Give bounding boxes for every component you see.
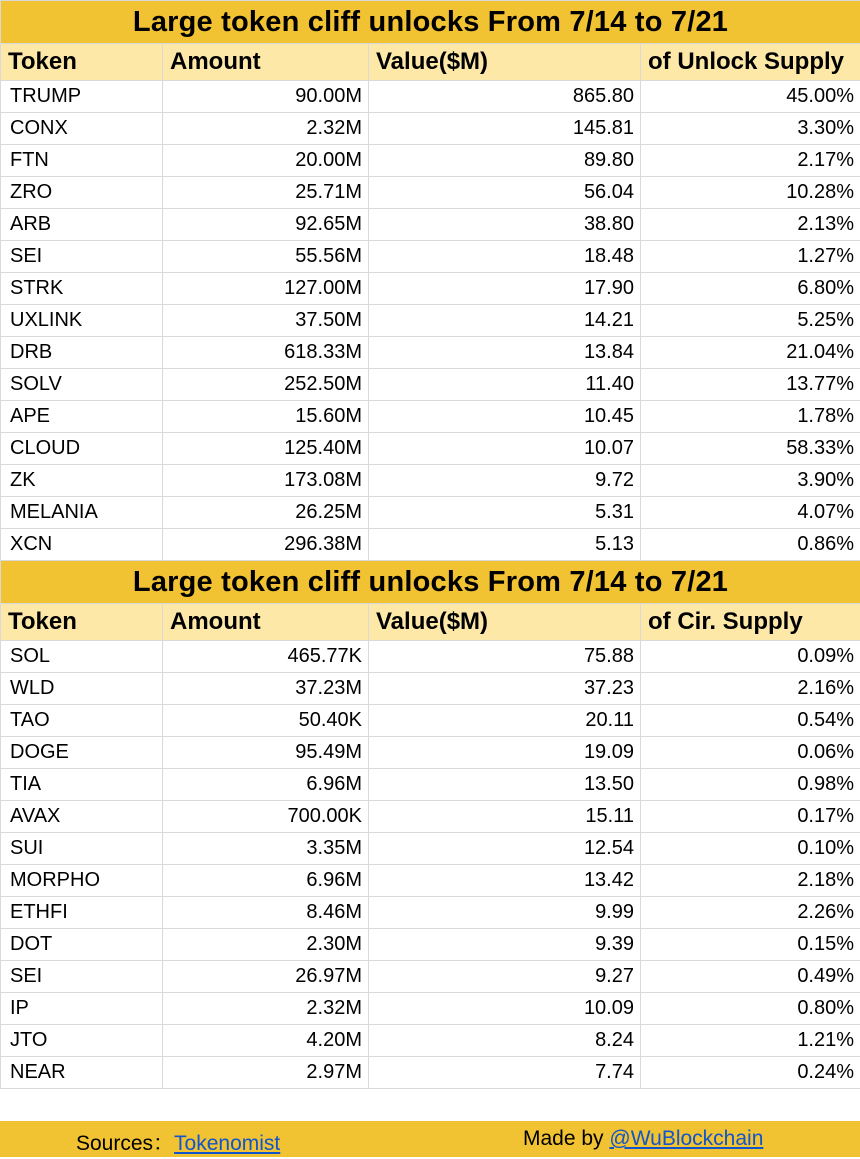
amount-cell: 700.00K (163, 801, 369, 833)
value-cell: 11.40 (369, 369, 641, 401)
supply-cell: 0.24% (641, 1057, 860, 1089)
token-cell: ZK (1, 465, 163, 497)
supply-cell: 6.80% (641, 273, 860, 305)
header-supply: of Unlock Supply (641, 44, 860, 81)
supply-cell: 0.06% (641, 737, 860, 769)
header-amount: Amount (163, 44, 369, 81)
amount-cell: 2.32M (163, 993, 369, 1025)
table-row (1, 145, 860, 177)
header-value: Value($M) (369, 44, 641, 81)
made-by-label: Made by (523, 1127, 610, 1150)
value-cell: 10.45 (369, 401, 641, 433)
amount-cell: 26.25M (163, 497, 369, 529)
value-cell: 56.04 (369, 177, 641, 209)
value-cell: 5.31 (369, 497, 641, 529)
header-amount: Amount (163, 604, 369, 641)
sources-credit (76, 1127, 280, 1157)
table-title: Large token cliff unlocks From 7/14 to 7/21 (1, 1, 860, 44)
token-cell: ARB (1, 209, 163, 241)
value-cell: 13.42 (369, 865, 641, 897)
value-cell: 9.72 (369, 465, 641, 497)
token-cell: SUI (1, 833, 163, 865)
header-supply: of Cir. Supply (641, 604, 860, 641)
table-row (1, 929, 860, 961)
table-row (1, 641, 860, 673)
table-row (1, 1057, 860, 1089)
amount-cell: 618.33M (163, 337, 369, 369)
amount-cell: 127.00M (163, 273, 369, 305)
table-row (1, 273, 860, 305)
value-cell: 9.99 (369, 897, 641, 929)
value-cell: 10.09 (369, 993, 641, 1025)
amount-cell: 37.23M (163, 673, 369, 705)
value-cell: 8.24 (369, 1025, 641, 1057)
token-cell: AVAX (1, 801, 163, 833)
value-cell: 13.50 (369, 769, 641, 801)
table-row (1, 865, 860, 897)
supply-cell: 2.13% (641, 209, 860, 241)
token-cell: STRK (1, 273, 163, 305)
value-cell: 89.80 (369, 145, 641, 177)
value-cell: 14.21 (369, 305, 641, 337)
amount-cell: 173.08M (163, 465, 369, 497)
amount-cell: 37.50M (163, 305, 369, 337)
table-row (1, 705, 860, 737)
amount-cell: 50.40K (163, 705, 369, 737)
token-cell: TIA (1, 769, 163, 801)
table-row (1, 433, 860, 465)
table-row (1, 737, 860, 769)
supply-cell: 0.49% (641, 961, 860, 993)
amount-cell: 2.97M (163, 1057, 369, 1089)
supply-cell: 0.98% (641, 769, 860, 801)
token-cell: DOGE (1, 737, 163, 769)
supply-cell: 0.54% (641, 705, 860, 737)
amount-cell: 3.35M (163, 833, 369, 865)
table-row (1, 465, 860, 497)
value-cell: 19.09 (369, 737, 641, 769)
table-row (1, 529, 860, 561)
value-cell: 13.84 (369, 337, 641, 369)
token-cell: CLOUD (1, 433, 163, 465)
table-row (1, 241, 860, 273)
supply-cell: 5.25% (641, 305, 860, 337)
table-row (1, 337, 860, 369)
token-cell: MORPHO (1, 865, 163, 897)
footer-bar (0, 1121, 860, 1157)
value-cell: 12.54 (369, 833, 641, 865)
wublockchain-link[interactable]: @WuBlockchain (609, 1127, 764, 1150)
supply-cell: 0.09% (641, 641, 860, 673)
supply-cell: 3.90% (641, 465, 860, 497)
amount-cell: 2.32M (163, 113, 369, 145)
table-title-row (1, 561, 860, 604)
token-cell: CONX (1, 113, 163, 145)
column-header-row (1, 44, 860, 81)
token-cell: IP (1, 993, 163, 1025)
value-cell: 9.39 (369, 929, 641, 961)
token-cell: TAO (1, 705, 163, 737)
supply-cell: 0.17% (641, 801, 860, 833)
made-by-credit (523, 1127, 763, 1151)
token-cell: TRUMP (1, 81, 163, 113)
value-cell: 37.23 (369, 673, 641, 705)
value-cell: 145.81 (369, 113, 641, 145)
table-row (1, 833, 860, 865)
value-cell: 10.07 (369, 433, 641, 465)
column-header-row (1, 604, 860, 641)
token-cell: UXLINK (1, 305, 163, 337)
supply-cell: 2.16% (641, 673, 860, 705)
token-cell: SEI (1, 961, 163, 993)
amount-cell: 6.96M (163, 769, 369, 801)
amount-cell: 465.77K (163, 641, 369, 673)
amount-cell: 8.46M (163, 897, 369, 929)
amount-cell: 4.20M (163, 1025, 369, 1057)
table-row (1, 209, 860, 241)
token-cell: ETHFI (1, 897, 163, 929)
value-cell: 75.88 (369, 641, 641, 673)
token-cell: NEAR (1, 1057, 163, 1089)
supply-cell: 13.77% (641, 369, 860, 401)
supply-cell: 2.17% (641, 145, 860, 177)
value-cell: 17.90 (369, 273, 641, 305)
table-row (1, 177, 860, 209)
header-token: Token (1, 44, 163, 81)
value-cell: 7.74 (369, 1057, 641, 1089)
amount-cell: 15.60M (163, 401, 369, 433)
supply-cell: 0.10% (641, 833, 860, 865)
table-row (1, 897, 860, 929)
amount-cell: 26.97M (163, 961, 369, 993)
token-cell: ZRO (1, 177, 163, 209)
amount-cell: 95.49M (163, 737, 369, 769)
supply-cell: 58.33% (641, 433, 860, 465)
table-row (1, 401, 860, 433)
token-cell: MELANIA (1, 497, 163, 529)
value-cell: 9.27 (369, 961, 641, 993)
amount-cell: 252.50M (163, 369, 369, 401)
table-title: Large token cliff unlocks From 7/14 to 7/21 (1, 561, 860, 604)
supply-cell: 10.28% (641, 177, 860, 209)
table-row (1, 961, 860, 993)
token-cell: DRB (1, 337, 163, 369)
supply-cell: 3.30% (641, 113, 860, 145)
token-cell: SOLV (1, 369, 163, 401)
token-cell: APE (1, 401, 163, 433)
supply-cell: 21.04% (641, 337, 860, 369)
supply-cell: 1.21% (641, 1025, 860, 1057)
table-row (1, 497, 860, 529)
supply-cell: 0.86% (641, 529, 860, 561)
sources-label: Sources： (76, 1132, 175, 1155)
amount-cell: 92.65M (163, 209, 369, 241)
supply-cell: 0.80% (641, 993, 860, 1025)
amount-cell: 20.00M (163, 145, 369, 177)
table-row (1, 801, 860, 833)
table-title-row (1, 1, 860, 44)
tokenomist-link[interactable]: Tokenomist (174, 1132, 281, 1155)
token-cell: WLD (1, 673, 163, 705)
value-cell: 865.80 (369, 81, 641, 113)
amount-cell: 55.56M (163, 241, 369, 273)
value-cell: 18.48 (369, 241, 641, 273)
supply-cell: 1.27% (641, 241, 860, 273)
table-row (1, 81, 860, 113)
token-cell: JTO (1, 1025, 163, 1057)
table-row (1, 769, 860, 801)
supply-cell: 4.07% (641, 497, 860, 529)
supply-cell: 2.26% (641, 897, 860, 929)
header-value: Value($M) (369, 604, 641, 641)
supply-cell: 1.78% (641, 401, 860, 433)
table-row (1, 1025, 860, 1057)
token-cell: FTN (1, 145, 163, 177)
token-cell: SOL (1, 641, 163, 673)
token-cell: XCN (1, 529, 163, 561)
table-row (1, 993, 860, 1025)
table-row (1, 305, 860, 337)
token-cell: SEI (1, 241, 163, 273)
amount-cell: 25.71M (163, 177, 369, 209)
table-row (1, 673, 860, 705)
amount-cell: 6.96M (163, 865, 369, 897)
amount-cell: 296.38M (163, 529, 369, 561)
amount-cell: 2.30M (163, 929, 369, 961)
value-cell: 20.11 (369, 705, 641, 737)
value-cell: 15.11 (369, 801, 641, 833)
supply-cell: 0.15% (641, 929, 860, 961)
value-cell: 5.13 (369, 529, 641, 561)
supply-cell: 45.00% (641, 81, 860, 113)
header-token: Token (1, 604, 163, 641)
table-row (1, 369, 860, 401)
value-cell: 38.80 (369, 209, 641, 241)
token-cell: DOT (1, 929, 163, 961)
table-row (1, 113, 860, 145)
supply-cell: 2.18% (641, 865, 860, 897)
amount-cell: 125.40M (163, 433, 369, 465)
amount-cell: 90.00M (163, 81, 369, 113)
